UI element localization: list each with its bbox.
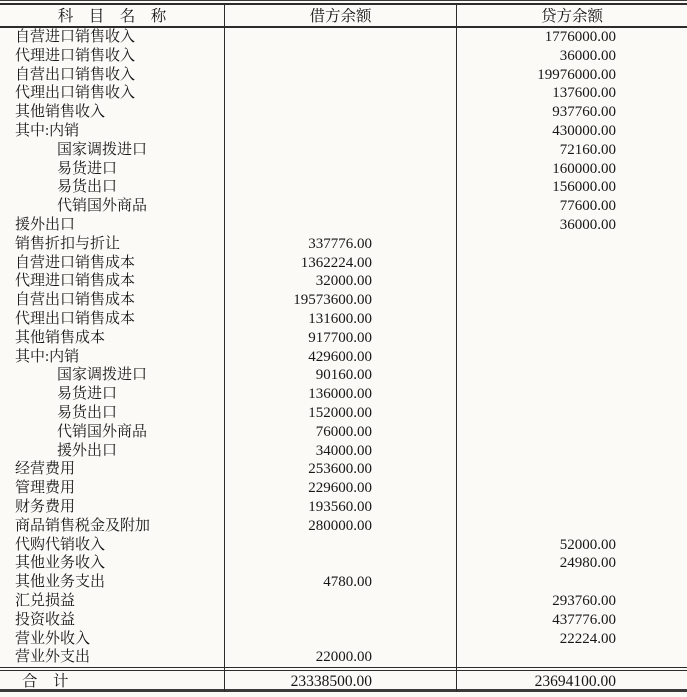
debit-balance-cell — [225, 178, 457, 197]
table-row — [0, 272, 687, 291]
credit-balance-cell — [457, 648, 687, 667]
debit-balance-cell: 253600.00 — [225, 460, 457, 479]
debit-balance-cell — [225, 536, 457, 555]
debit-balance-cell — [225, 84, 457, 103]
account-name-cell: 营业外收入 — [0, 630, 225, 649]
debit-balance-cell — [225, 47, 457, 66]
debit-balance-cell: 280000.00 — [225, 517, 457, 536]
account-name-cell: 自营进口销售成本 — [0, 254, 225, 273]
credit-balance-cell — [457, 479, 687, 498]
table-row — [0, 28, 687, 47]
debit-balance-cell: 229600.00 — [225, 479, 457, 498]
table-row — [0, 348, 687, 367]
table-row — [0, 404, 687, 423]
account-name-cell: 自营出口销售成本 — [0, 291, 225, 310]
table-row — [0, 517, 687, 536]
credit-balance-cell — [457, 517, 687, 536]
account-name-cell: 销售折扣与折让 — [0, 235, 225, 254]
account-name-cell: 代理进口销售收入 — [0, 47, 225, 66]
account-name-cell: 自营出口销售收入 — [0, 66, 225, 85]
credit-balance-cell — [457, 423, 687, 442]
table-row — [0, 554, 687, 573]
credit-balance-cell — [457, 460, 687, 479]
account-name-cell: 其他销售收入 — [0, 103, 225, 122]
table-body — [0, 28, 687, 667]
account-name-cell: 其他业务支出 — [0, 573, 225, 592]
credit-balance-cell: 937760.00 — [552, 104, 616, 121]
table-row — [0, 216, 687, 235]
account-name-cell: 国家调拨进口 — [0, 141, 225, 160]
total-separator-cell — [225, 668, 457, 670]
table-header-row — [0, 5, 687, 28]
account-name-cell: 国家调拨进口 — [0, 366, 225, 385]
table-row — [0, 536, 687, 555]
account-name-cell: 代购代销收入 — [0, 536, 225, 555]
account-name-cell: 其他业务收入 — [0, 554, 225, 573]
account-name-cell: 易货进口 — [0, 160, 225, 179]
debit-balance-cell — [225, 630, 457, 649]
table-row — [0, 235, 687, 254]
table-row — [0, 630, 687, 649]
table-row — [0, 84, 687, 103]
total-row — [0, 671, 687, 692]
account-name-cell: 易货出口 — [0, 404, 225, 423]
table-row — [0, 178, 687, 197]
debit-balance-cell — [225, 160, 457, 179]
account-name-cell: 代理出口销售收入 — [0, 84, 225, 103]
account-name-cell: 商品销售税金及附加 — [0, 517, 225, 536]
debit-balance-cell: 90160.00 — [225, 366, 457, 385]
credit-balance-cell — [457, 254, 687, 273]
account-name-cell: 其中:内销 — [0, 348, 225, 367]
credit-balance-cell — [457, 235, 687, 254]
table-row — [0, 160, 687, 179]
debit-balance-cell: 32000.00 — [225, 272, 457, 291]
column-header-account-name: 科 目 名 称 — [0, 5, 225, 26]
credit-balance-cell — [457, 573, 687, 592]
credit-balance-cell: 24980.00 — [559, 555, 616, 572]
total-separator-cell — [457, 668, 687, 670]
credit-balance-cell — [457, 385, 687, 404]
account-name-cell: 其他销售成本 — [0, 329, 225, 348]
debit-balance-cell — [225, 28, 457, 47]
account-name-cell: 援外出口 — [0, 442, 225, 461]
debit-balance-cell: 193560.00 — [225, 498, 457, 517]
debit-balance-cell — [225, 141, 457, 160]
debit-balance-cell: 136000.00 — [225, 385, 457, 404]
credit-balance-cell: 137600.00 — [552, 85, 616, 102]
table-row — [0, 141, 687, 160]
table-row — [0, 103, 687, 122]
credit-balance-cell: 52000.00 — [559, 536, 616, 553]
account-name-cell: 易货出口 — [0, 178, 225, 197]
credit-balance-cell: 156000.00 — [552, 179, 616, 196]
credit-balance-cell: 22224.00 — [559, 630, 616, 647]
table-row — [0, 611, 687, 630]
credit-balance-cell — [457, 272, 687, 291]
credit-balance-cell — [457, 329, 687, 348]
account-name-cell: 代理进口销售成本 — [0, 272, 225, 291]
debit-balance-cell: 131600.00 — [225, 310, 457, 329]
credit-balance-cell — [457, 310, 687, 329]
table-row — [0, 329, 687, 348]
credit-balance-cell — [457, 291, 687, 310]
credit-balance-cell: 36000.00 — [559, 47, 616, 64]
table-row — [0, 460, 687, 479]
account-name-cell: 代销国外商品 — [0, 423, 225, 442]
column-header-debit-balance: 借方余额 — [225, 5, 457, 26]
table-row — [0, 423, 687, 442]
credit-balance-cell — [457, 404, 687, 423]
table-row — [0, 648, 687, 667]
column-header-credit-balance: 贷方余额 — [540, 8, 603, 25]
table-row — [0, 385, 687, 404]
debit-balance-cell: 917700.00 — [225, 329, 457, 348]
table-row — [0, 66, 687, 85]
account-name-cell: 代理出口销售成本 — [0, 310, 225, 329]
credit-balance-cell: 19976000.00 — [537, 66, 616, 83]
account-name-cell: 财务费用 — [0, 498, 225, 517]
table-row — [0, 197, 687, 216]
account-name-cell: 其中:内销 — [0, 122, 225, 141]
debit-balance-cell: 337776.00 — [225, 235, 457, 254]
total-separator-cell — [0, 668, 225, 670]
table-row — [0, 573, 687, 592]
table-row — [0, 310, 687, 329]
debit-balance-cell: 76000.00 — [225, 423, 457, 442]
credit-balance-cell: 77600.00 — [559, 198, 616, 215]
total-label: 合 计 — [0, 671, 225, 692]
account-name-cell: 代销国外商品 — [0, 197, 225, 216]
table-row — [0, 592, 687, 611]
table-row — [0, 254, 687, 273]
debit-balance-cell — [225, 611, 457, 630]
credit-balance-cell — [457, 498, 687, 517]
credit-balance-cell: 430000.00 — [552, 122, 616, 139]
account-name-cell: 汇兑损益 — [0, 592, 225, 611]
total-debit-balance: 23338500.00 — [225, 671, 457, 692]
table-row — [0, 366, 687, 385]
debit-balance-cell — [225, 592, 457, 611]
credit-balance-cell — [457, 366, 687, 385]
account-name-cell: 经营费用 — [0, 460, 225, 479]
credit-balance-cell: 293760.00 — [552, 592, 616, 609]
debit-balance-cell — [225, 216, 457, 235]
debit-balance-cell: 1362224.00 — [225, 254, 457, 273]
debit-balance-cell: 4780.00 — [225, 573, 457, 592]
account-name-cell: 援外出口 — [0, 216, 225, 235]
credit-balance-cell — [457, 442, 687, 461]
table-row — [0, 442, 687, 461]
debit-balance-cell — [225, 103, 457, 122]
credit-balance-cell: 36000.00 — [559, 216, 616, 233]
debit-balance-cell: 34000.00 — [225, 442, 457, 461]
account-name-cell: 投资收益 — [0, 611, 225, 630]
table-row — [0, 122, 687, 141]
debit-balance-cell: 429600.00 — [225, 348, 457, 367]
table-row — [0, 498, 687, 517]
credit-balance-cell: 160000.00 — [552, 160, 616, 177]
credit-balance-cell: 437776.00 — [552, 611, 616, 628]
table-row — [0, 47, 687, 66]
debit-balance-cell — [225, 66, 457, 85]
debit-balance-cell — [225, 197, 457, 216]
account-name-cell: 自营进口销售收入 — [0, 28, 225, 47]
debit-balance-cell: 22000.00 — [225, 648, 457, 667]
table-row — [0, 479, 687, 498]
total-credit-balance: 23694100.00 — [534, 673, 616, 691]
account-name-cell: 营业外支出 — [0, 648, 225, 667]
account-name-cell: 易货进口 — [0, 385, 225, 404]
credit-balance-cell: 1776000.00 — [544, 29, 616, 45]
debit-balance-cell: 19573600.00 — [225, 291, 457, 310]
credit-balance-cell — [457, 348, 687, 367]
debit-balance-cell — [225, 554, 457, 573]
debit-balance-cell — [225, 122, 457, 141]
table-row — [0, 291, 687, 310]
credit-balance-cell: 72160.00 — [559, 141, 616, 158]
debit-balance-cell: 152000.00 — [225, 404, 457, 423]
account-name-cell: 管理费用 — [0, 479, 225, 498]
